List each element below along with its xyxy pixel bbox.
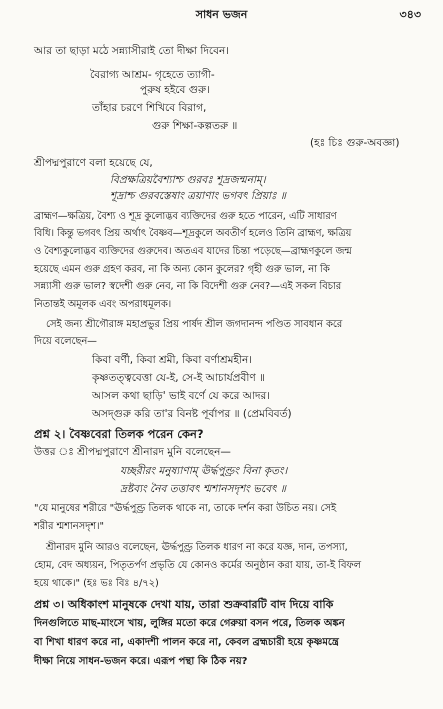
sanskrit-verse: বিপ্রক্ষত্রিয়বৈশ্যাশ্চ গুরবঃ শূদ্রজন্মনাম্। <box>110 174 266 186</box>
text-line: শ্রীপদ্মপুরাণে বলা হয়েছে যে, <box>34 157 153 169</box>
text-line: সেই জন্য শ্রীগৌরাঙ্গ মহাপ্রভুর প্রিয় পার্ষদ শ্রীল জগদানন্দ পণ্ডিত সাবধান করে <box>46 319 343 330</box>
verse-line: গুরু শিক্ষা-কল্পতরু ॥ <box>152 120 238 132</box>
question-line: দীক্ষা নিয়ে সাধন-ভজন করে। এরূপ পন্থা কি ঠিক নয়? <box>34 656 248 667</box>
page-number: ৩৪৩ <box>399 8 421 21</box>
question-heading: প্রশ্ন ২। বৈষ্ণবেরা তিলক পরেন কেন? <box>34 427 204 441</box>
text-line: হয়ে থাকে।" (হঃ ভঃ বিঃ ৪/৭২) <box>34 578 159 589</box>
verse-line: কিবা বর্ণী, কিবা শ্রমী, কিবা বর্ণাশ্রমহীন। <box>92 354 252 366</box>
sanskrit-verse: যচ্ছরীরং মনুষ্যাণাম্ ঊর্দ্ধপুণ্ড্রং বিনা কৃতং। <box>120 465 288 477</box>
text-line: ও বৈশ্যকুলোদ্ভব ব্যক্তিদের গুরুদেব। অতএব যাদের চিন্তা পড়েছে—ব্রাহ্মণকুলে জন্ম <box>34 246 352 257</box>
text-line: শ্রীনারদ মুনি আরও বলেছেন, ঊর্দ্ধপুণ্ড্র তিলক ধারণ না করে যজ্ঞ, দান, তপস্যা, <box>46 542 348 553</box>
verse-line: বৈরাগ্য আশ্রম- গৃহেতে ত্যাগী- <box>90 69 215 81</box>
question-line: দিনগুলিতে মাছ-মাংসে খায়, লুঙ্গির মতো করে গেরুয়া বসন পরে, তিলক অঙ্কন <box>34 618 345 629</box>
question-heading: প্রশ্ন ৩। অধিকাংশ মানুষকে দেখা যায়, তারা শুক্রবারটি বাদ দিয়ে বাকি <box>34 598 334 611</box>
question-line: বা শিখা ধারণ করে না, একাদশী পালন করে না, কেবল ব্রহ্মচারী হয়ে কৃষ্ণমন্ত্রে <box>34 637 339 648</box>
text-line: হয়েছে এমন গুরু গ্রহণ করব, না কি অন্য কোন কুলের? গৃহী গুরু ভাল, না কি <box>34 264 330 275</box>
text-line: আর তা ছাড়া মঠে সন্ন্যাসীরাই তো দীক্ষা দিবেন। <box>34 45 230 57</box>
text-line: নিতান্তই অমূলক এবং অপরাধমূলক। <box>34 299 172 310</box>
verse-line: কৃষ্ণতত্ত্ববেত্তা যে-ই, সে-ই আচার্যপ্রবীণ ॥ <box>92 372 265 384</box>
verse-line: পুরুষ হইবে গুরু। <box>140 84 210 96</box>
verse-line: আসল কথা ছাড়ি' ভাই বর্ণে যে করে আদর। <box>92 390 271 402</box>
running-header-title: সাধন ভজন <box>195 8 248 21</box>
text-line: ব্রাহ্মণ—ক্ষত্রিয়, বৈশ্য ও শূদ্র কুলোদ্ভব ব্যক্তিদের গুরু হতে পারেন, এটি সাধারণ <box>34 211 337 222</box>
sanskrit-verse: দ্রষ্টব্যং নৈব তত্তাবৎ শ্মশানসদৃশং ভবেৎ ॥ <box>120 483 286 495</box>
citation: (হঃ চিঃ গুরু-অবজ্ঞা) <box>310 137 400 149</box>
text-line: হোম, বেদ অধ্যয়ন, পিতৃতর্পণ প্রভৃতি যে কোনও কর্মের অনুষ্ঠান করা যায়, তা-ই বিফল <box>34 560 361 571</box>
verse-line: তাঁহার চরণে শিখিবে বিরাগ, <box>92 102 207 114</box>
text-line: সন্ন্যাসী গুরু ভাল? স্বদেশী গুরু নেব, না কি বিদেশী গুরু নেব?—এই সকল বিচার <box>34 281 342 292</box>
text-line: দিয়ে বলেছেন— <box>34 336 97 347</box>
text-line: শরীর শ্মশানসদৃশ।" <box>34 521 105 532</box>
answer-line: উত্তর ঃ শ্রীপদ্মপুরাণে শ্রীনারদ মুনি বলেছেন— <box>34 446 231 458</box>
verse-line: অসদ্গুরু করি তা'র বিনষ্ট পূর্বাপর ॥ (প্রেমবিবর্ত) <box>92 408 292 420</box>
sanskrit-verse: শূদ্রাশ্চ গুরবস্তেষাং ত্রয়াণাং ভগবৎ প্রিয়াঃ ॥ <box>110 190 286 202</box>
text-line: "যে মানুষের শরীরে "ঊর্দ্ধপুণ্ড্র তিলক থাকে না, তাকে দর্শন করা উচিত নয়। সেই <box>34 503 337 514</box>
text-line: বিধি। কিন্তু ভগবৎ প্রিয় অর্থাৎ বৈষ্ণব—শূদ্রকুলে অবতীর্ণ হলেও তিনি ব্রাহ্মণ, ক্ষত্রিয় <box>34 228 352 239</box>
